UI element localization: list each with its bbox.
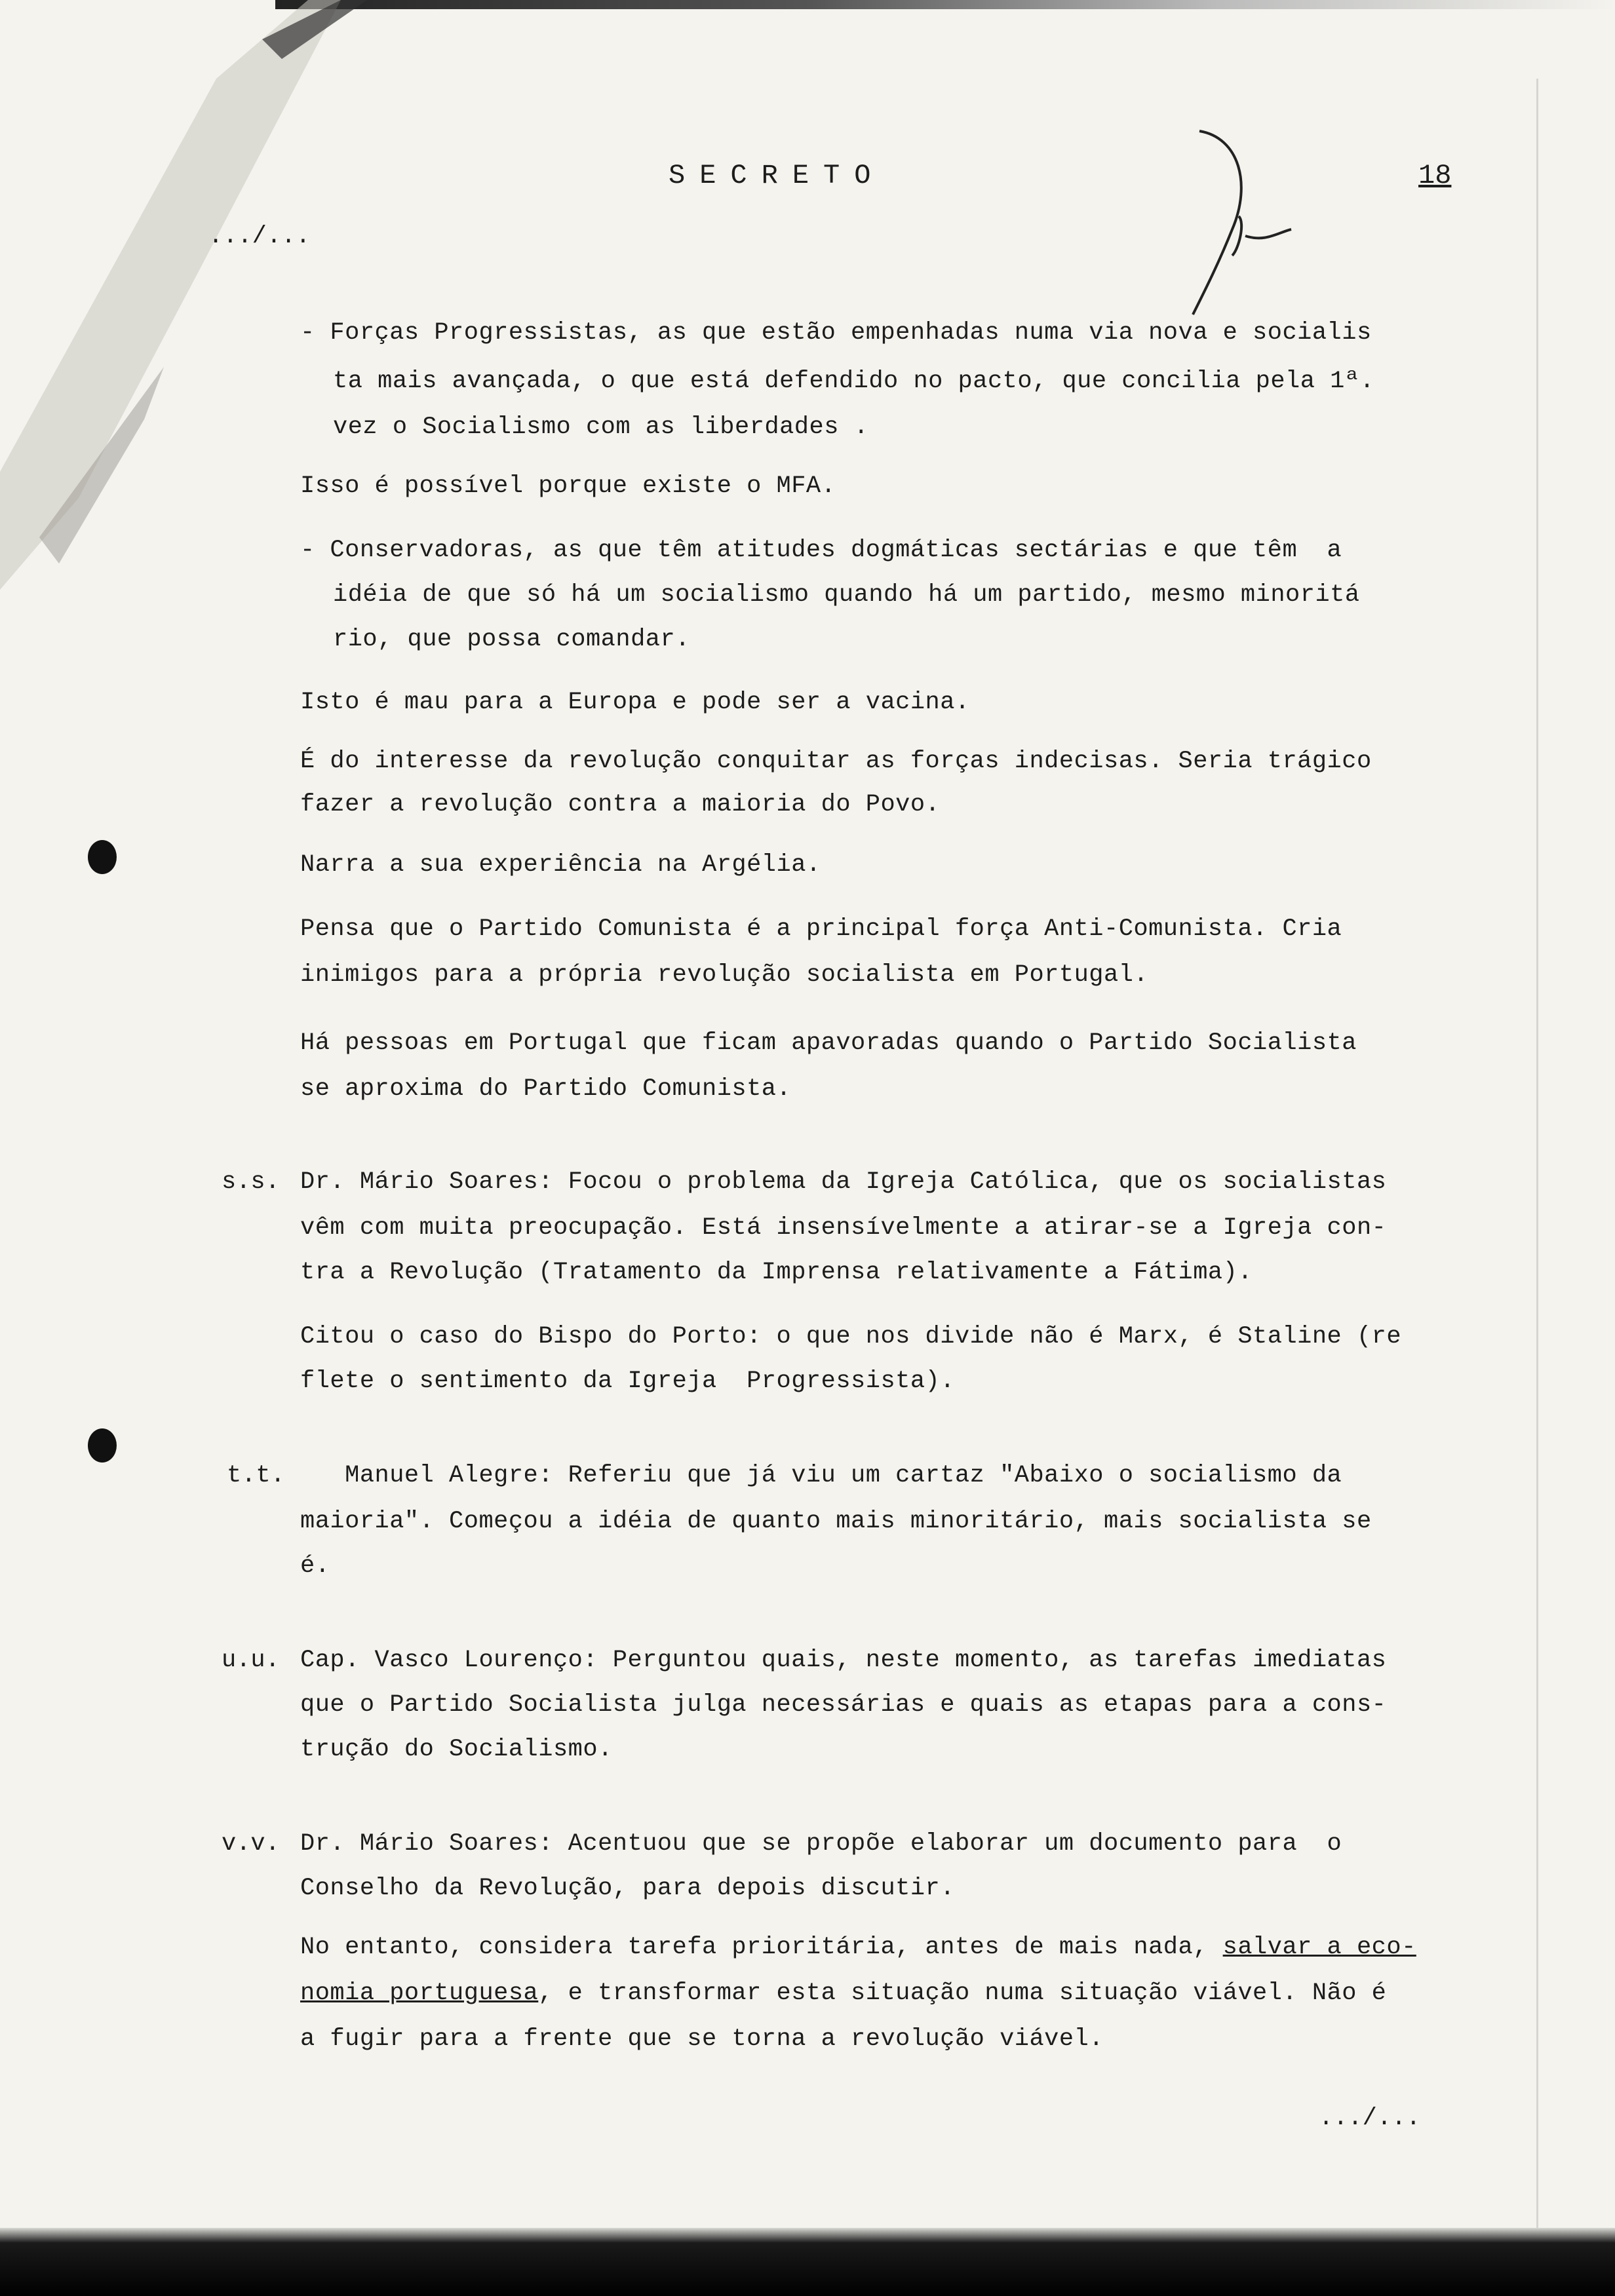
text-line bbox=[300, 1979, 1386, 2008]
text-line: Há pessoas em Portugal que ficam apavoradas quando o Partido Socialista bbox=[300, 1029, 1357, 1057]
underlined-phrase: nomia portuguesa bbox=[300, 1980, 539, 2007]
text-line: a fugir para a frente que se torna a revolução viável. bbox=[300, 2025, 1104, 2053]
text-line: flete o sentimento da Igreja Progressista). bbox=[300, 1368, 955, 1395]
item-label: u.u. bbox=[222, 1647, 280, 1674]
scan-edge-top bbox=[275, 0, 1615, 9]
text-line: Narra a sua experiência na Argélia. bbox=[300, 851, 821, 879]
handwritten-initials bbox=[1180, 124, 1363, 321]
text-line: idéia de que só há um socialismo quando há um partido, mesmo minoritá bbox=[333, 581, 1360, 609]
text-line bbox=[300, 1933, 1416, 1962]
text-line: Dr. Mário Soares: Acentuou que se propõe elaborar um documento para o bbox=[300, 1830, 1342, 1858]
item-label: v.v. bbox=[222, 1830, 280, 1858]
text-line: Dr. Mário Soares: Focou o problema da Igreja Católica, que os socialistas bbox=[300, 1168, 1387, 1196]
text-line: Cap. Vasco Lourenço: Perguntou quais, neste momento, as tarefas imediatas bbox=[300, 1647, 1387, 1674]
text-line: ta mais avançada, o que está defendido no pacto, que concilia pela 1ª. bbox=[333, 368, 1375, 395]
text-segment: , e transformar esta situação numa situação viável. Não é bbox=[538, 1980, 1387, 2007]
scan-smudge-left bbox=[0, 0, 419, 590]
text-line: Isto é mau para a Europa e pode ser a vacina. bbox=[300, 689, 970, 716]
continuation-marker-bottom: .../... bbox=[1319, 2105, 1421, 2132]
text-line: vêm com muita preocupação. Está insensívelmente a atirar-se a Igreja con- bbox=[300, 1214, 1387, 1242]
text-line: tra a Revolução (Tratamento da Imprensa relativamente a Fátima). bbox=[300, 1259, 1253, 1286]
text-line: é. bbox=[300, 1552, 330, 1580]
page-number: 18 bbox=[1418, 160, 1452, 191]
text-line: - Forças Progressistas, as que estão empenhadas numa via nova e socialis bbox=[300, 319, 1372, 347]
item-label: t.t. bbox=[227, 1462, 285, 1489]
text-line: inimigos para a própria revolução socialista em Portugal. bbox=[300, 961, 1149, 989]
text-line: que o Partido Socialista julga necessárias e quais as etapas para a cons- bbox=[300, 1691, 1387, 1719]
underlined-phrase: salvar a eco- bbox=[1222, 1934, 1416, 1961]
text-line: Isso é possível porque existe o MFA. bbox=[300, 472, 836, 500]
text-line: Citou o caso do Bispo do Porto: o que nos divide não é Marx, é Staline (re bbox=[300, 1323, 1402, 1350]
punch-hole bbox=[88, 1428, 117, 1463]
text-line: se aproxima do Partido Comunista. bbox=[300, 1075, 792, 1103]
text-segment: No entanto, considera tarefa prioritária, antes de mais nada, bbox=[300, 1934, 1223, 1961]
text-line: Pensa que o Partido Comunista é a principal força Anti-Comunista. Cria bbox=[300, 915, 1342, 943]
text-line: trução do Socialismo. bbox=[300, 1736, 613, 1763]
text-line: rio, que possa comandar. bbox=[333, 626, 690, 653]
text-line: vez o Socialismo com as liberdades . bbox=[333, 413, 869, 441]
continuation-marker-top: .../... bbox=[208, 223, 311, 250]
punch-hole bbox=[88, 840, 117, 874]
text-line: fazer a revolução contra a maioria do Povo. bbox=[300, 791, 941, 818]
text-line: Conselho da Revolução, para depois discutir. bbox=[300, 1875, 955, 1902]
text-line: É do interesse da revolução conquitar as forças indecisas. Seria trágico bbox=[300, 748, 1372, 775]
text-line: - Conservadoras, as que têm atitudes dogmáticas sectárias e que têm a bbox=[300, 537, 1342, 564]
text-line: Manuel Alegre: Referiu que já viu um cartaz "Abaixo o socialismo da bbox=[300, 1462, 1342, 1489]
scan-edge-right bbox=[1536, 79, 1538, 2228]
scan-edge-bottom bbox=[0, 2228, 1615, 2296]
classification-header: SECRETO bbox=[669, 160, 885, 191]
item-label: s.s. bbox=[222, 1168, 280, 1196]
text-line: maioria". Começou a idéia de quanto mais minoritário, mais socialista se bbox=[300, 1508, 1372, 1535]
